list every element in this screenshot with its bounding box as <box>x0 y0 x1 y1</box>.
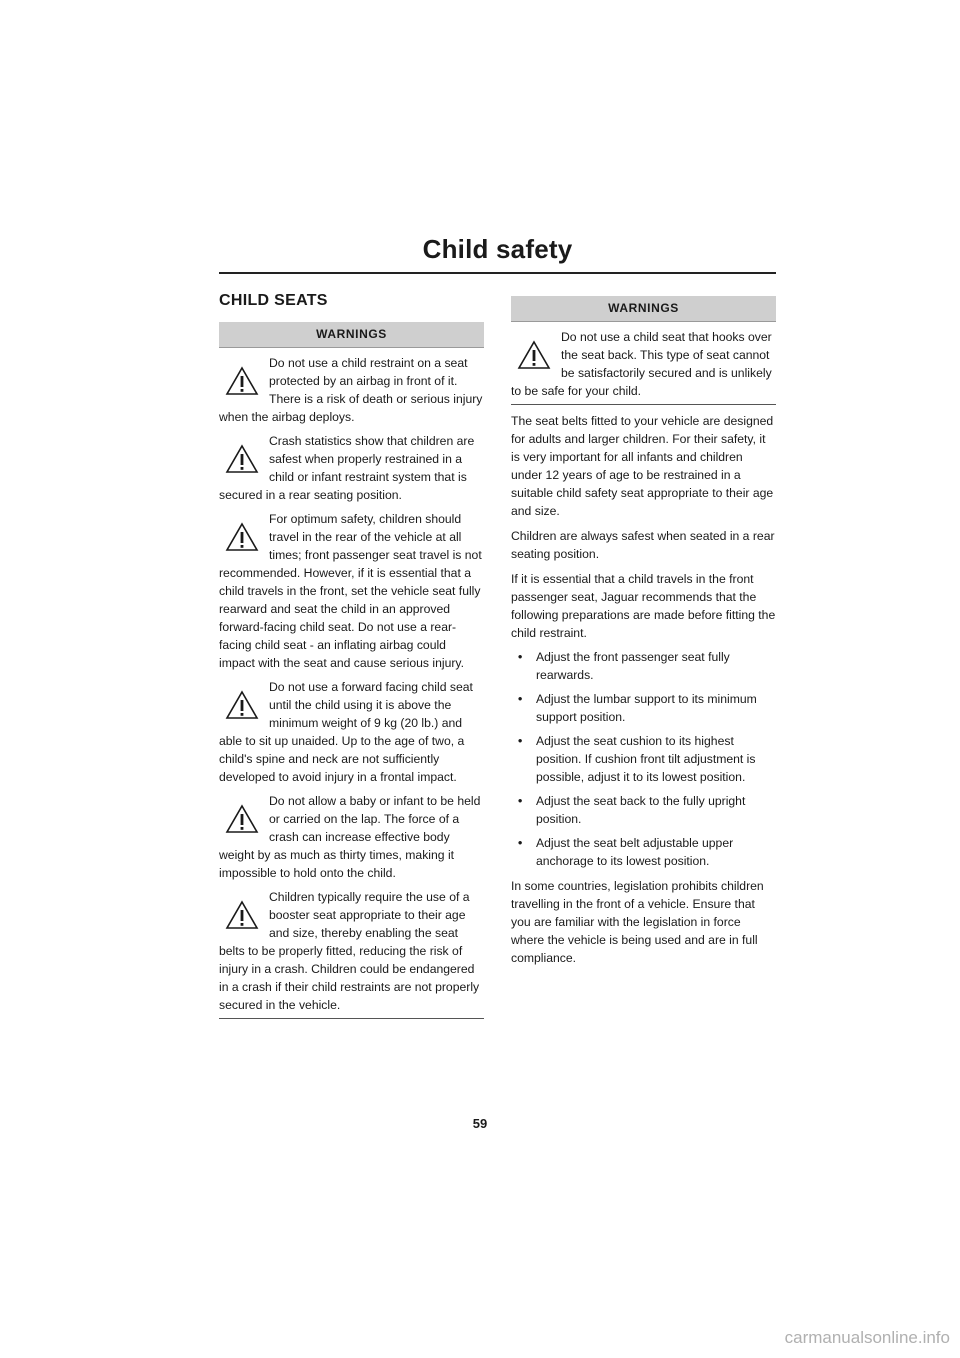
warning-item <box>219 510 484 672</box>
warning-text: Children typically require the use of a booster seat appropriate to their age and size, thereby enabling the seat belts to be properly fitted, reducing the risk of injury in a crash. Children could be endangered in a crash if their child restraints are not properly secured in the vehicle. <box>219 890 480 1012</box>
right-column <box>511 296 776 967</box>
bullet-icon: • <box>518 734 523 748</box>
list-item-text: Adjust the front passenger seat fully rearwards. <box>536 650 730 682</box>
warnings-list-right <box>511 328 776 400</box>
warning-item <box>219 792 484 882</box>
page-number: 59 <box>472 1116 488 1131</box>
warning-triangle-icon <box>511 328 561 380</box>
warning-item <box>219 678 484 786</box>
page-title: Child safety <box>422 234 573 264</box>
warnings-header: WARNINGS <box>219 322 484 348</box>
warning-text: Do not allow a baby or infant to be held or carried on the lap. The force of a crash can increase effective body weight by as much as thirty times, making it impossible to hold onto the child. <box>219 794 481 880</box>
preparation-list <box>511 648 776 870</box>
bullet-icon: • <box>518 650 523 664</box>
bullet-icon: • <box>518 836 523 850</box>
warning-triangle-icon <box>219 792 269 844</box>
footer-watermark[interactable]: carmanualsonline.info <box>784 1328 950 1347</box>
title-divider <box>219 272 776 274</box>
warnings-box-right <box>511 296 776 405</box>
body-paragraph: The seat belts fitted to your vehicle are designed for adults and larger children. For their safety, it is very important for all infants and children under 12 years of age to be restrained in a suitable child safety seat appropriate to their age and size. <box>511 414 774 518</box>
warning-text: Do not use a forward facing child seat until the child using it is above the minimum weight of 9 kg (20 lb.) and able to sit up unaided. Up to the age of two, a child's spine and neck are not sufficiently developed to avoid injury in a frontal impact. <box>219 680 473 784</box>
warning-text: For optimum safety, children should travel in the rear of the vehicle at all times; front passenger seat travel is not recommended. However, if it is essential that a child travels in the front, set the vehicle seat fully rearward and seat the child in an approved forward-facing child seat. Do not use a rear-facing child seat - an inflating airbag could impact with the seat and cause serious injury. <box>219 512 482 670</box>
warnings-list <box>219 354 484 1014</box>
body-paragraph: If it is essential that a child travels in the front passenger seat, Jaguar recommends that the following preparations are made before fitting the child restraint. <box>511 572 776 640</box>
list-item <box>511 834 776 870</box>
warning-triangle-icon <box>219 888 269 940</box>
body-paragraph: Children are always safest when seated in a rear seating position. <box>511 529 775 561</box>
list-item <box>511 690 776 726</box>
body-paragraph: In some countries, legislation prohibits children travelling in the front of a vehicle. Ensure that you are familiar with the legislation in force where the vehicle is being used and are in full compliance. <box>511 879 764 965</box>
bullet-icon: • <box>518 794 523 808</box>
left-column <box>219 292 484 1025</box>
list-item-text: Adjust the seat back to the fully upright position. <box>536 794 746 826</box>
body-text-legislation <box>511 877 776 967</box>
list-item <box>511 732 776 786</box>
list-item-text: Adjust the seat belt adjustable upper anchorage to its lowest position. <box>536 836 734 868</box>
warning-triangle-icon <box>219 678 269 730</box>
list-item-text: Adjust the lumbar support to its minimum support position. <box>536 692 757 724</box>
warning-text: Do not use a child seat that hooks over the seat back. This type of seat cannot be satisfactorily secured and is unlikely to be safe for your child. <box>511 330 772 398</box>
bullet-icon: • <box>518 692 523 706</box>
body-text-intro <box>511 412 776 642</box>
list-item <box>511 648 776 684</box>
warning-item <box>511 328 776 400</box>
list-item-text: Adjust the seat cushion to its highest position. If cushion front tilt adjustment is possible, adjust it to its lowest position. <box>536 734 756 784</box>
warning-text: Do not use a child restraint on a seat protected by an airbag in front of it. There is a risk of death or serious injury when the airbag deploys. <box>219 356 483 424</box>
warning-item <box>219 888 484 1014</box>
warning-item <box>219 432 484 504</box>
warnings-box <box>219 322 484 1019</box>
warning-text: Crash statistics show that children are safest when properly restrained in a child or infant restraint system that is secured in a rear seating position. <box>219 434 475 502</box>
warning-triangle-icon <box>219 510 269 562</box>
warnings-header-right: WARNINGS <box>511 296 776 322</box>
section-heading: CHILD SEATS <box>219 292 328 309</box>
warning-triangle-icon <box>219 354 269 406</box>
warning-triangle-icon <box>219 432 269 484</box>
list-item <box>511 792 776 828</box>
warning-item <box>219 354 484 426</box>
